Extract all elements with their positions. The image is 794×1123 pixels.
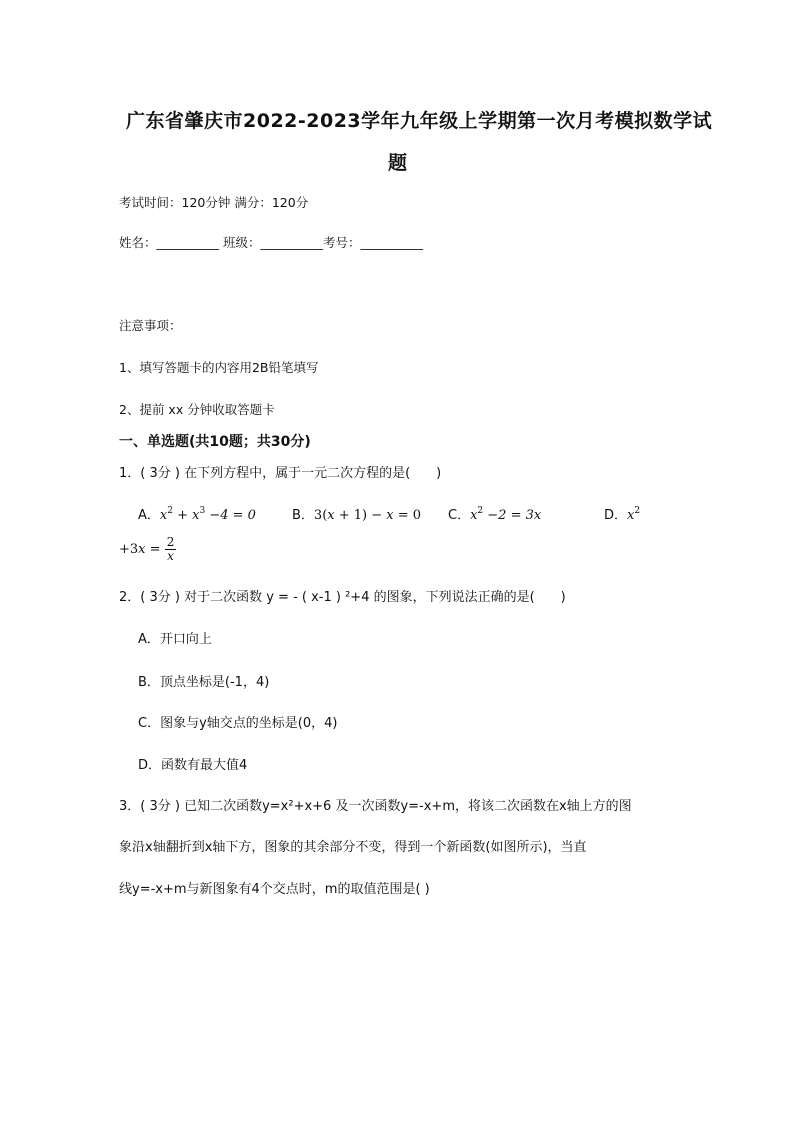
- q1-option-b-math: 3(x + 1) − x = 0: [313, 508, 422, 523]
- q1-option-a-math: $x^2 + x^3 -4 = 0$: [159, 506, 256, 523]
- q1-option-b: [292, 504, 421, 523]
- q1-option-a: [138, 504, 256, 523]
- notice-item-1: 1、填写答题卡的内容用2B铅笔填写: [119, 360, 319, 375]
- doc-title-line-2: 题: [388, 152, 408, 174]
- q1-option-a-prefix: A．: [138, 508, 160, 523]
- q3-stem-line-1: 3．( 3分 ) 已知二次函数y=x²+x+6 及一次函数y=-x+m，将该二次函数在x轴上方的图: [119, 799, 632, 814]
- q2-option-d: D．函数有最大值4: [138, 758, 248, 773]
- notice-title: 注意事项：: [119, 318, 182, 333]
- q2-option-b: B．顶点坐标是(-1，4): [138, 675, 270, 690]
- notice-item-2: 2、提前 xx 分钟收取答题卡: [119, 402, 275, 417]
- section-heading: 一、单选题(共10题；共30分): [119, 434, 311, 450]
- q1-option-d: [604, 504, 640, 523]
- q1-option-d-math-part2: +3x =: [119, 542, 165, 557]
- q3-stem-line-3: 线y=-x+m与新图象有4个交点时，m的取值范围是( ): [119, 882, 430, 897]
- q2-option-a: A．开口向上: [138, 632, 212, 647]
- q1-option-c-math: $x^2 -2 = 3x$: [470, 506, 542, 523]
- q1-option-d-continued: [119, 536, 176, 563]
- exam-info: 考试时间：120分钟 满分：120分: [119, 195, 309, 210]
- q1-option-c: [448, 504, 541, 523]
- q1-stem: 1．( 3分 ) 在下列方程中，属于一元二次方程的是( ): [119, 466, 442, 481]
- q1-option-d-prefix: D．: [604, 508, 628, 523]
- q1-option-d-math-part1: $x^2$: [627, 506, 641, 523]
- doc-title-line-1: 广东省肇庆市2022-2023学年九年级上学期第一次月考模拟数学试: [126, 110, 713, 132]
- q1-option-c-prefix: C．: [448, 508, 471, 523]
- q2-stem: 2．( 3分 ) 对于二次函数 y = - ( x-1 ) ²+4 的图象，下列说法正确的是( ): [119, 590, 566, 605]
- q1-option-b-prefix: B．: [292, 508, 314, 523]
- student-info: 姓名：__________ 班级：__________考号：__________: [119, 235, 423, 250]
- q3-stem-line-2: 象沿x轴翻折到x轴下方，图象的其余部分不变，得到一个新函数(如图所示)，当直: [119, 840, 587, 855]
- q1-option-d-fraction: $\frac{2}{x}$: [166, 535, 175, 563]
- q2-option-c: C．图象与y轴交点的坐标是(0，4): [138, 716, 338, 731]
